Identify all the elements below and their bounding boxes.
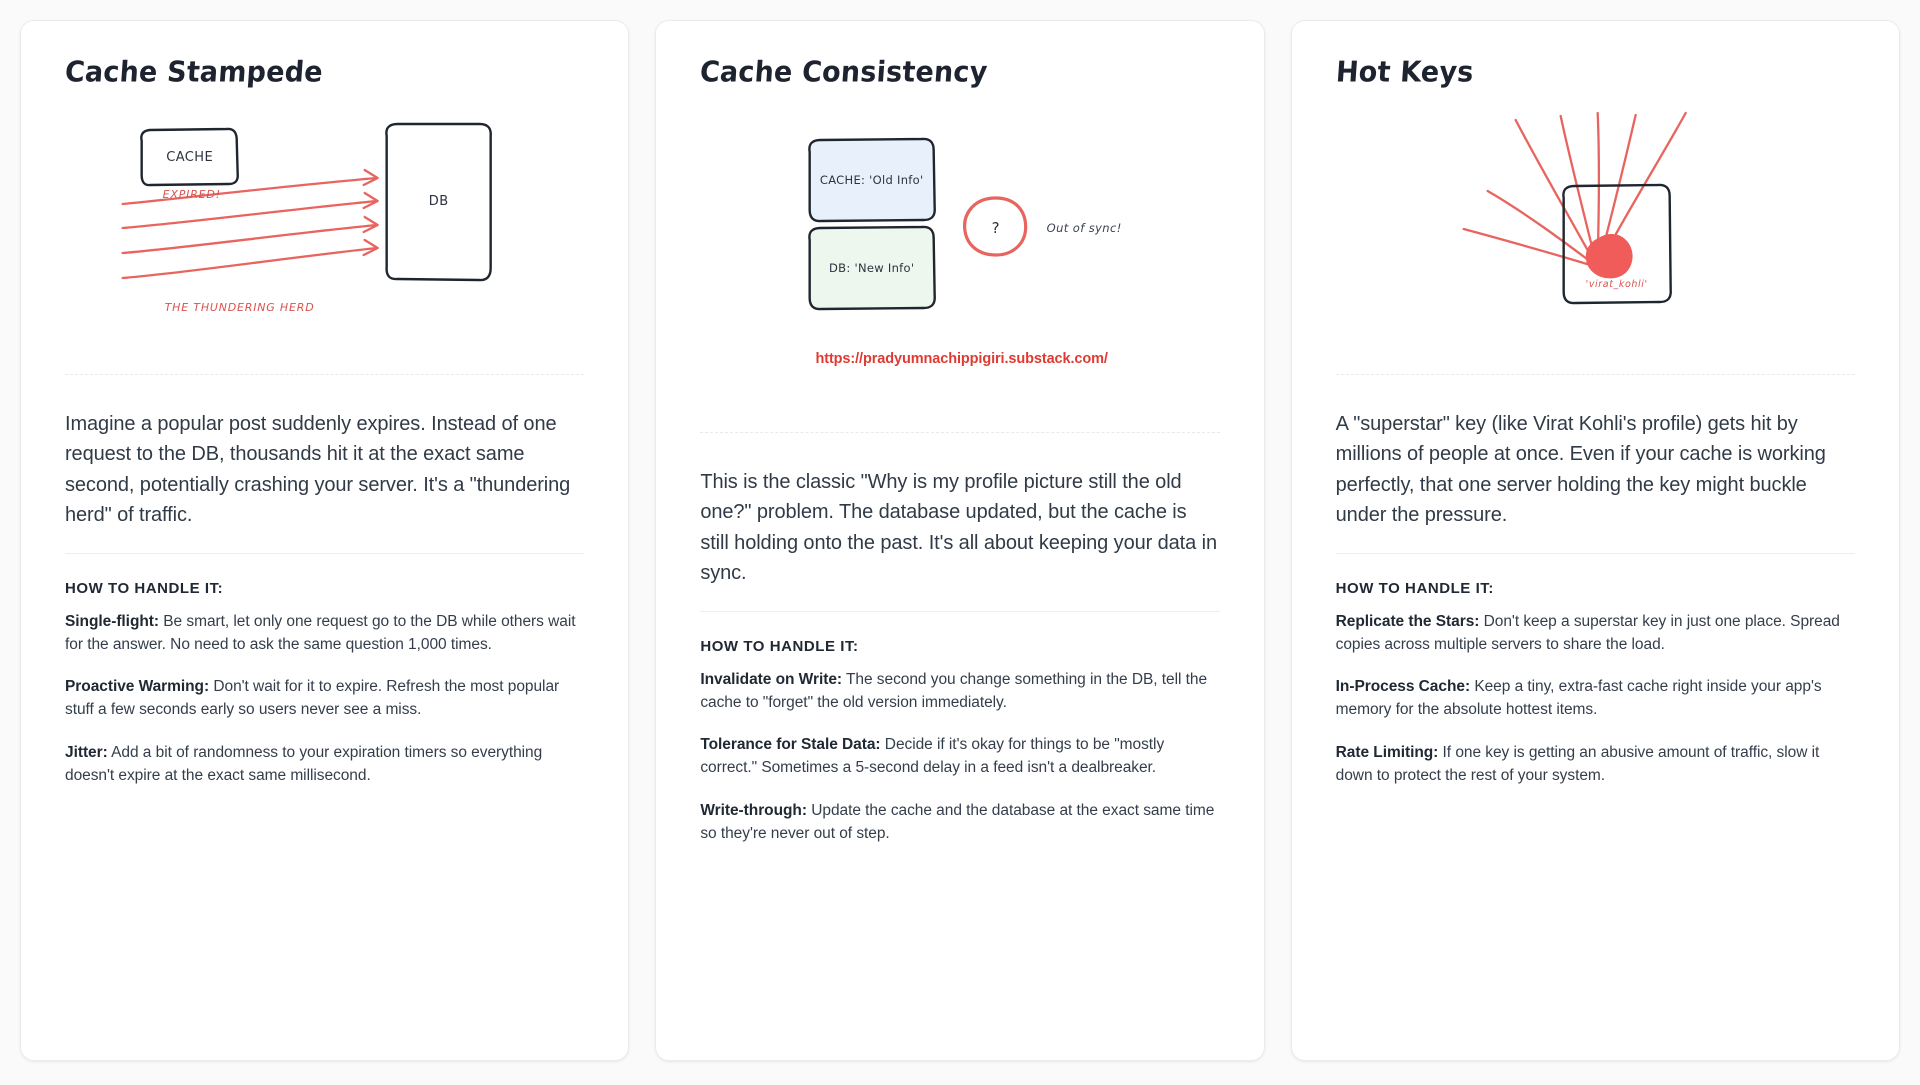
substack-url-label: https://pradyumnachippigiri.substack.com/: [815, 351, 1109, 367]
tip-term: Replicate the Stars:: [1335, 612, 1480, 630]
herd-arrows-group: [123, 178, 377, 278]
db-new-info-label: DB: 'New Info': [829, 261, 915, 275]
how-to-handle-heading: HOW TO HANDLE IT:: [1335, 579, 1494, 597]
intro-divider: [1336, 553, 1855, 554]
db-box-label: DB: [428, 194, 449, 209]
cache-stampede-sketch: [65, 98, 584, 370]
tip-item: [65, 611, 584, 657]
tip-text: Decide if it's okay for things to be "mostly correct." Sometimes a 5-second delay in a feed isn't a dealbreaker.: [700, 736, 1165, 777]
tip-text: Be smart, let only one request go to the DB while others wait for the answer. No need to ask the same question 1,000 times.: [65, 612, 576, 653]
expired-label: EXPIRED!: [162, 188, 221, 201]
tip-term: Tolerance for Stale Data:: [700, 736, 881, 754]
tip-text: If one key is getting an abusive amount of traffic, slow it down to protect the rest of your system.: [1335, 744, 1820, 785]
tips-list: [65, 611, 584, 789]
tip-item: [700, 734, 1219, 780]
diagram-cache-consistency: [700, 98, 1219, 428]
tip-text: Update the cache and the database at the exact same time so they're never out of step.: [700, 802, 1215, 843]
tip-term: Invalidate on Write:: [700, 670, 843, 688]
tip-text: Don't keep a superstar key in just one place. Spread copies across multiple servers to share the load.: [1335, 612, 1840, 653]
tip-item: [1336, 676, 1855, 722]
tip-term: Jitter:: [65, 744, 108, 762]
tip-text: The second you change something in the DB, tell the cache to "forget" the old version immediately.: [700, 670, 1208, 711]
intro-divider: [700, 611, 1219, 612]
tip-term: In-Process Cache:: [1335, 678, 1471, 696]
intro-divider: [65, 553, 584, 554]
figure-divider: [1336, 374, 1855, 375]
card-intro: Imagine a popular post suddenly expires. Instead of one request to the DB, thousands hit it at the exact same second, potentially crashing your server. It's a "thundering herd" of traffic.: [65, 413, 571, 527]
out-of-sync-label: Out of sync!: [1046, 221, 1123, 235]
tip-term: Single-flight:: [65, 612, 160, 630]
how-to-handle-heading: HOW TO HANDLE IT:: [65, 579, 224, 597]
thundering-herd-label: THE THUNDERING HERD: [164, 301, 315, 314]
figure-divider: [65, 374, 584, 375]
card-intro: This is the classic "Why is my profile picture still the old one?" problem. The database updated, but the cache is still holding onto the past. It's all about keeping your data in sync.: [700, 471, 1217, 585]
tip-item: [700, 669, 1219, 715]
card-intro: A "superstar" key (like Virat Kohli's profile) gets hit by millions of people at once. Even if your cache is working perfectly, that one server holding the key might buckle under the pressure.: [1335, 413, 1826, 527]
hot-keys-sketch: [1336, 98, 1855, 370]
herd-arrowheads-group: [364, 170, 378, 255]
tips-list: [700, 669, 1219, 847]
hot-key-blob-shape: [1586, 235, 1631, 278]
hot-key-name-label: 'virat_kohli': [1585, 279, 1648, 290]
tip-text: Don't wait for it to expire. Refresh the most popular stuff a few seconds early so users never see a miss.: [65, 678, 560, 719]
tip-item: [1336, 611, 1855, 657]
how-to-handle-heading: HOW TO HANDLE IT:: [700, 637, 859, 655]
tip-item: [65, 742, 584, 788]
cache-box-label: CACHE: [166, 150, 214, 165]
tip-text: Add a bit of randomness to your expiration timers so everything doesn't expire at the exact same millisecond.: [65, 744, 543, 785]
tip-item: [700, 800, 1219, 846]
tip-item: [65, 676, 584, 722]
card-cache-stampede: [20, 20, 629, 1061]
card-title: Cache Stampede: [63, 56, 324, 89]
figure-divider: [700, 432, 1219, 433]
card-title: Cache Consistency: [699, 56, 989, 89]
tip-item: [1336, 742, 1855, 788]
diagram-cache-stampede: [65, 98, 584, 370]
tip-term: Rate Limiting:: [1335, 744, 1439, 762]
card-title: Hot Keys: [1334, 56, 1475, 89]
cache-old-info-label: CACHE: 'Old Info': [820, 173, 924, 187]
tip-text: Keep a tiny, extra-fast cache right inside your app's memory for the absolute hottest items.: [1335, 678, 1822, 719]
card-spacer: [1336, 788, 1855, 1030]
cache-consistency-sketch: [700, 98, 1219, 428]
tips-list: [1336, 611, 1855, 789]
tip-term: Write-through:: [700, 802, 807, 820]
card-hot-keys: [1291, 20, 1900, 1061]
hot-key-rays-group: [1463, 113, 1685, 266]
card-cache-consistency: [655, 20, 1264, 1061]
card-spacer: [65, 788, 584, 1030]
diagram-hot-keys: [1336, 98, 1855, 370]
question-mark-label: ?: [992, 219, 1000, 237]
card-spacer: [700, 846, 1219, 1030]
tip-term: Proactive Warming:: [65, 678, 210, 696]
